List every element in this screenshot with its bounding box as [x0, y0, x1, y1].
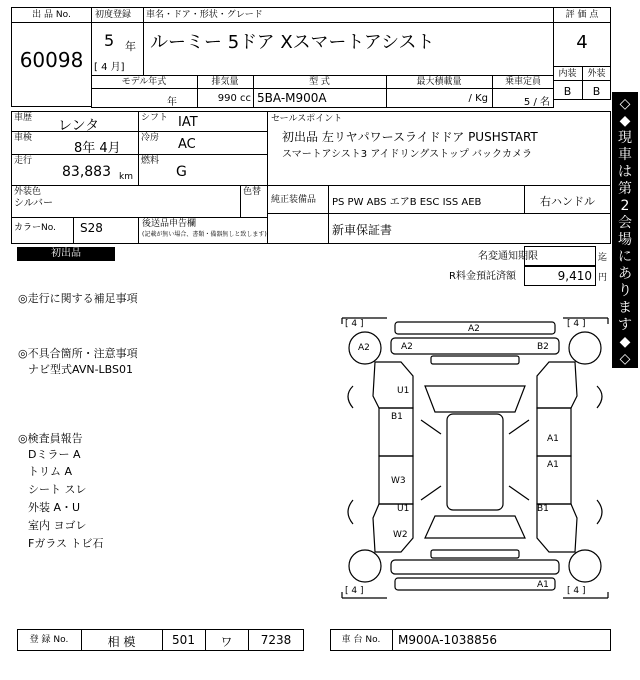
sales-points-line2: スマートアシスト3 アイドリングストップ バックカメラ	[282, 149, 533, 160]
fuel-value: G	[176, 164, 187, 180]
exterior-color-value: シルバー	[14, 198, 54, 209]
interior-label: 内装	[558, 69, 577, 79]
registration-region: 相 模	[107, 635, 136, 649]
model-year-label: モデル年式	[121, 77, 167, 87]
car-name-label: 車名・ドア・形状・グレード	[146, 10, 263, 20]
history-value: レンタ	[58, 118, 100, 134]
score-value: 4	[576, 32, 588, 53]
displacement-value: 990 cc	[217, 93, 251, 104]
inspection-value: 8年 4月	[74, 141, 121, 156]
first-registration-label: 初度登録	[95, 10, 132, 20]
recycle-label: R料金預託済額	[449, 271, 516, 282]
inspector-line: トリム A	[28, 465, 73, 478]
capacity-label: 乗車定員	[504, 77, 541, 87]
sales-points-label: セールスポイント	[271, 114, 343, 124]
damage-mark-front-bumper: A2	[468, 324, 480, 334]
shift-value: IAT	[178, 115, 198, 130]
registration-kana: ワ	[220, 635, 233, 649]
damage-mark-hood-right: B2	[537, 342, 549, 352]
max-load-value: / Kg	[468, 93, 488, 104]
chassis-label: 車 台 No.	[341, 635, 381, 645]
displacement-label: 排気量	[211, 77, 239, 87]
color-number-label: カラーNo.	[14, 223, 56, 233]
name-change-box	[524, 246, 596, 266]
inspector-line: 室内 ヨゴレ	[28, 519, 87, 532]
max-load-label: 最大積載量	[416, 77, 462, 87]
inspector-line: シート スレ	[28, 483, 87, 496]
capacity-value: 5 / 名	[523, 97, 550, 108]
damage-mark-left-front-door: U1	[397, 386, 410, 396]
recycle-value: 9,410	[557, 269, 592, 283]
equipment-value: PS PW ABS エアB ESC ISS AEB	[332, 197, 482, 208]
damage-mark-left-rear-side: W3	[391, 476, 406, 486]
damage-mark-left-front-panel: B1	[391, 412, 403, 422]
car-outline-drawing	[339, 316, 611, 600]
score-label: 評 価 点	[565, 10, 599, 20]
first-listing-badge: 初出品	[17, 247, 115, 261]
damage-mark-left-rear-quarter: W2	[393, 530, 408, 540]
model-year-unit: 年	[167, 97, 177, 108]
damage-mark-rear-bumper: A1	[537, 580, 549, 590]
year-unit: 年	[125, 40, 136, 53]
defects-title: ◎不具合箇所・注意事項	[18, 347, 138, 360]
exterior-label: 外装	[587, 69, 606, 79]
registration-number: 7238	[260, 633, 292, 647]
history-label: 車歴	[14, 113, 33, 123]
inspector-line: Dミラー A	[28, 448, 81, 461]
defects-line: ナビ型式AVN-LBS01	[28, 363, 134, 376]
name-change-unit: 迄	[598, 253, 608, 263]
exterior-color-label: 外装色	[14, 187, 42, 197]
side-banner: ◇ ◆ 現 車 は 第 2 会 場 に あ り ま す ◆ ◇	[612, 92, 638, 368]
name-change-label: 名変通知期限	[478, 251, 538, 262]
inspector-title: ◎検査員報告	[18, 432, 83, 445]
model-code-label: 型 式	[309, 77, 330, 87]
first-registration-year: 5	[104, 31, 115, 50]
color-number-value: S28	[80, 221, 103, 235]
damage-mark-front-left-wheel: A2	[358, 343, 370, 353]
mileage-label: 走行	[14, 156, 33, 166]
inspection-label: 車検	[14, 133, 33, 143]
registration-class: 501	[172, 633, 195, 647]
supplement-title: ◎走行に関する補足事項	[18, 292, 138, 305]
ac-value: AC	[178, 137, 196, 152]
corner-label-top-right: [ 4 ]	[567, 319, 586, 329]
damage-mark-right-front-door: A1	[547, 434, 559, 444]
shift-label: シフト	[141, 113, 169, 123]
inspector-line: Fガラス トビ石	[28, 537, 104, 550]
corner-label-bottom-left: [ 4 ]	[345, 586, 364, 596]
equipment-label: 純正装備品	[271, 195, 317, 205]
ac-label: 冷房	[141, 133, 160, 143]
lot-number: 60098	[19, 48, 84, 72]
car-name: ルーミー 5ドア Xスマートアシスト	[150, 32, 435, 53]
chassis-number: M900A-1038856	[398, 633, 497, 647]
mileage-value: 83,883	[62, 164, 111, 180]
damage-mark-right-rear-door: A1	[547, 460, 559, 470]
color-change-label: 色替	[243, 187, 262, 197]
damage-mark-right-rear-quarter: B1	[537, 504, 549, 514]
model-code: 5BA-M900A	[257, 91, 327, 105]
corner-label-top-left: [ 4 ]	[345, 319, 364, 329]
aftermarket-label: 後送品申告欄	[142, 219, 197, 229]
sales-points-line1: 初出品 左リヤパワースライドドア PUSHSTART	[282, 130, 538, 144]
warranty-value: 新車保証書	[332, 223, 393, 237]
mileage-unit: km	[119, 172, 133, 182]
car-damage-diagram	[339, 316, 611, 600]
interior-grade: B	[563, 85, 572, 98]
first-registration-month: [ 4 月]	[94, 62, 125, 73]
fuel-label: 燃料	[141, 156, 160, 166]
corner-label-bottom-right: [ 4 ]	[567, 586, 586, 596]
damage-mark-left-rear-door: U1	[397, 504, 410, 514]
damage-mark-hood-left: A2	[401, 342, 413, 352]
aftermarket-note: (記載が無い場合、書類・備器無しと致します)	[142, 231, 267, 238]
lot-number-label: 出 品 No.	[32, 10, 71, 20]
steering-value: 右ハンドル	[540, 195, 595, 208]
recycle-unit: 円	[598, 273, 608, 283]
registration-label: 登 録 No.	[29, 635, 69, 645]
inspector-line: 外装 A・U	[28, 501, 81, 514]
exterior-grade: B	[592, 85, 601, 98]
